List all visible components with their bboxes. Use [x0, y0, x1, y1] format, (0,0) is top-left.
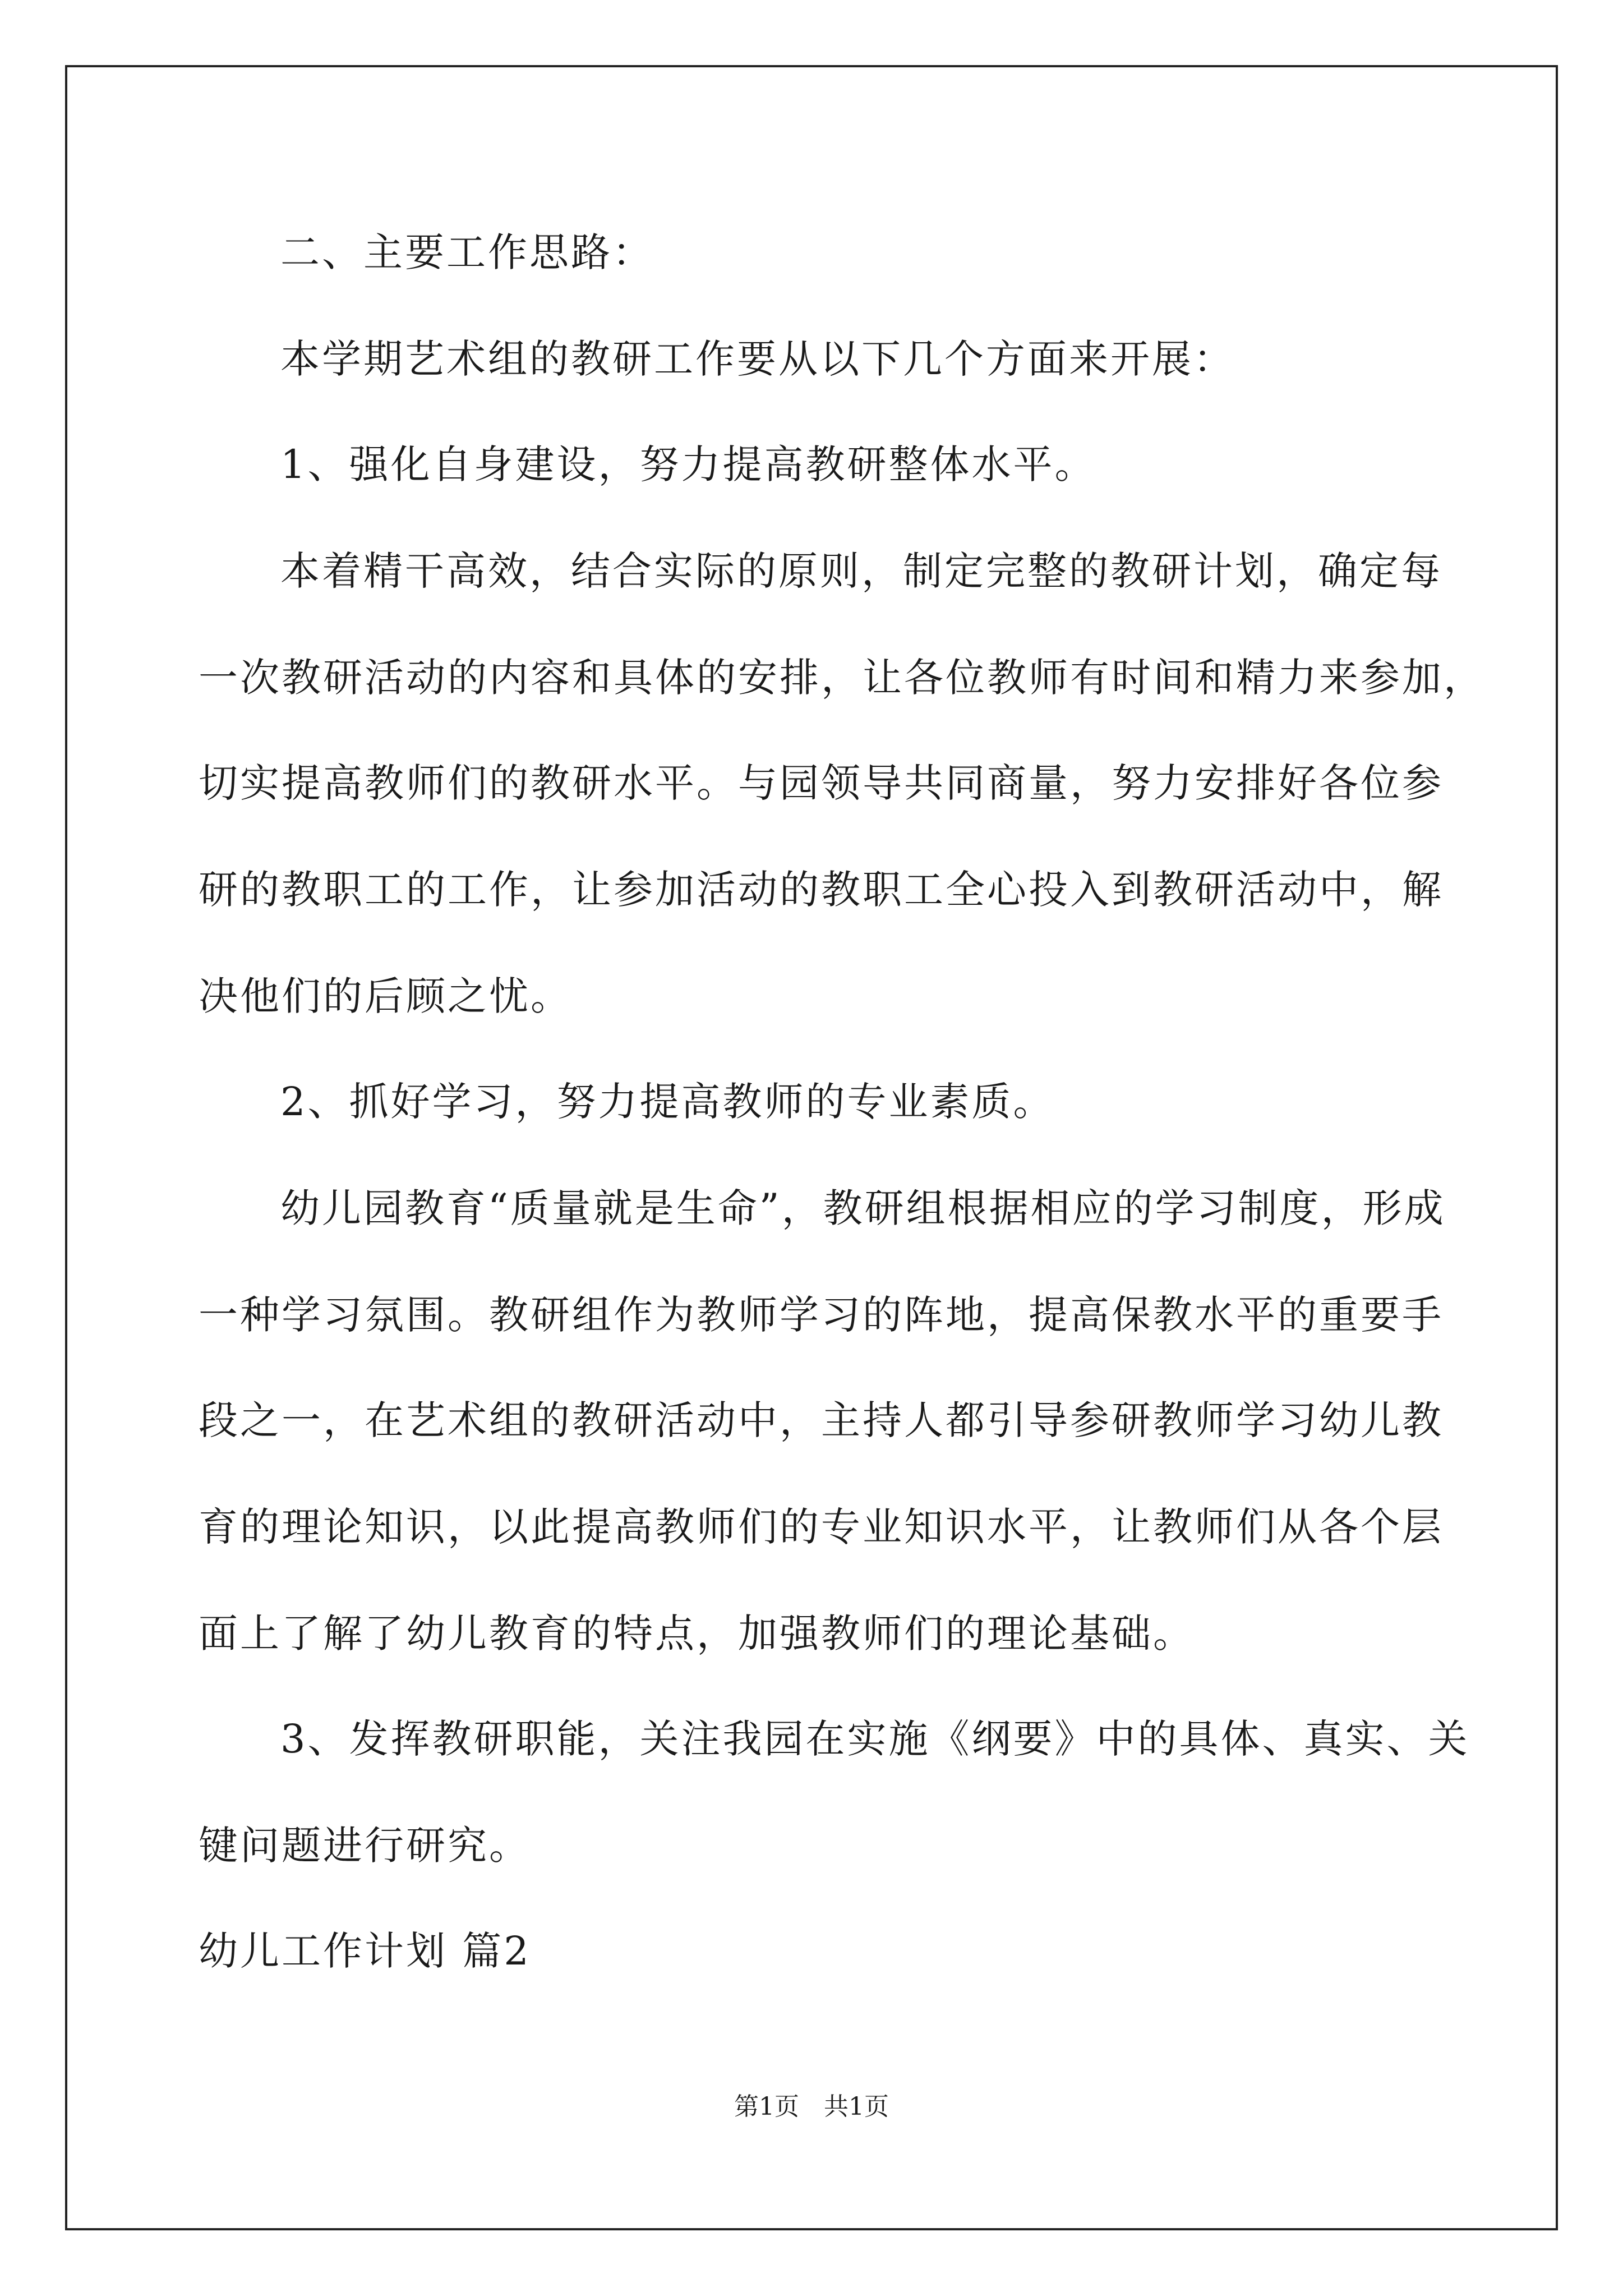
paragraph-2-line-5: 面上了解了幼儿教育的特点，加强教师们的理论基础。	[199, 1611, 1195, 1657]
item-3-heading-line-2: 键问题进行研究。	[199, 1823, 531, 1869]
item-1-heading: 1、强化自身建设，努力提高教研整体水平。	[280, 441, 1096, 487]
item-2-heading: 2、抓好学习，努力提高教师的专业素质。	[280, 1079, 1055, 1125]
page-border	[65, 65, 1558, 2230]
paragraph-1-line-5: 决他们的后顾之忧。	[199, 973, 572, 1019]
paragraph-1-line-2: 一次教研活动的内容和具体的安排，让各位教师有时间和精力来参加，	[199, 655, 1485, 701]
paragraph-1-line-1: 本着精干高效，结合实际的原则，制定完整的教研计划，确定每	[280, 548, 1442, 594]
page-footer: 第1页 共1页	[734, 2092, 889, 2121]
section-heading-main-ideas: 二、主要工作思路：	[280, 229, 654, 275]
paragraph-1-line-3: 切实提高教师们的教研水平。与园领导共同商量，努力安排好各位参	[199, 760, 1444, 806]
paragraph-intro: 本学期艺术组的教研工作要从以下几个方面来开展：	[280, 336, 1235, 382]
item-3-heading-line-1: 3、发挥教研职能，关注我园在实施《纲要》中的具体、真实、关	[280, 1716, 1470, 1762]
paragraph-2-line-1: 幼儿园教育“质量就是生命”，教研组根据相应的学习制度，形成	[280, 1185, 1446, 1231]
paragraph-2-line-2: 一种学习氛围。教研组作为教师学习的阵地，提高保教水平的重要手	[199, 1292, 1444, 1338]
section-heading-part-2: 幼儿工作计划 篇2	[199, 1928, 531, 1974]
paragraph-2-line-3: 段之一，在艺术组的教研活动中，主持人都引导参研教师学习幼儿教	[199, 1397, 1444, 1443]
paragraph-2-line-4: 育的理论知识，以此提高教师们的专业知识水平，让教师们从各个层	[199, 1504, 1444, 1550]
paragraph-1-line-4: 研的教职工的工作，让参加活动的教职工全心投入到教研活动中，解	[199, 867, 1444, 913]
